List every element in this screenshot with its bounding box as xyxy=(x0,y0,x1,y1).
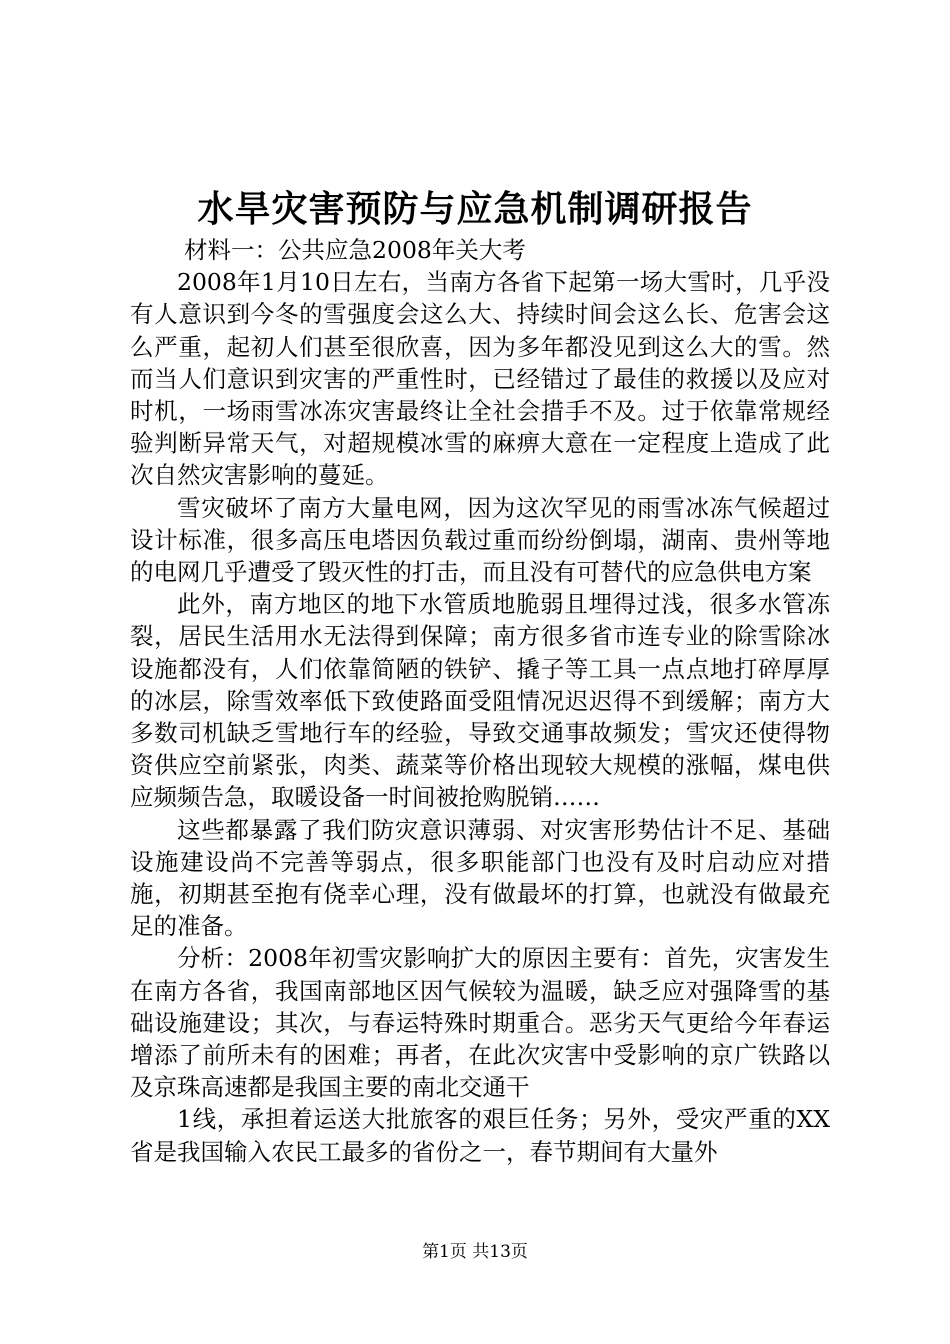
paragraph-power-grid: 雪灾破坏了南方大量电网，因为这次罕见的雨雪冰冻气候超过设计标准，很多高压电塔因负载过重而纷纷倒塌，湖南、贵州等地的电网几乎遭受了毁灭性的打击，而且没有可替代的应急供电方案 xyxy=(130,493,830,587)
page-title: 水旱灾害预防与应急机制调研报告 xyxy=(197,188,753,230)
paragraph-analysis-continued: 1线，承担着运送大批旅客的艰巨任务；另外，受灾严重的XX省是我国输入农民工最多的省份之一，春节期间有大量外 xyxy=(130,1105,830,1166)
paragraph-weaknesses: 这些都暴露了我们防灾意识薄弱、对灾害形势估计不足、基础设施建设尚不完善等弱点，很多职能部门也没有及时启动应对措施，初期甚至抱有侥幸心理，没有做最坏的打算，也就没有做最充足的准备。 xyxy=(130,815,830,941)
paragraph-material-heading: 材料一：公共应急2008年关大考 xyxy=(184,236,526,264)
paragraph-analysis: 分析：2008年初雪灾影响扩大的原因主要有：首先，灾害发生在南方各省，我国南部地区因气候较为温暖，缺乏应对强降雪的基础设施建设；其次，与春运特殊时期重合。恶劣天气更给今年春运增添了前所未有的困难；再者，在此次灾害中受影响的京广铁路以及京珠高速都是我国主要的南北交通干 xyxy=(130,944,830,1102)
paragraph-infrastructure: 此外，南方地区的地下水管质地脆弱且埋得过浅，很多水管冻裂，居民生活用水无法得到保障；南方很多省市连专业的除雪除冰设施都没有，人们依靠简陋的铁铲、撬子等工具一点点地打碎厚厚的冰层，除雪效率低下致使路面受阻情况迟迟得不到缓解；南方大多数司机缺乏雪地行车的经验，导致交通事故频发；雪灾还使得物资供应空前紧张，肉类、蔬菜等价格出现较大规模的涨幅，煤电供应频频告急，取暖设备一时间被抢购脱销…… xyxy=(130,590,830,812)
document-body xyxy=(130,234,830,1168)
page-number-footer: 第1页 共13页 xyxy=(422,1242,528,1262)
paragraph-snowstorm-intro: 2008年1月10日左右，当南方各省下起第一场大雪时，几乎没有人意识到今冬的雪强度会这么大、持续时间会这么长、危害会这么严重，起初人们甚至很欣喜，因为多年都没见到这么大的雪。然而当人们意识到灾害的严重性时，已经错过了最佳的救援以及应对时机，一场雨雪冰冻灾害最终让全社会措手不及。过于依靠常规经验判断异常天气，对超规模冰雪的麻痹大意在一定程度上造成了此次自然灾害影响的蔓延。 xyxy=(130,268,830,490)
